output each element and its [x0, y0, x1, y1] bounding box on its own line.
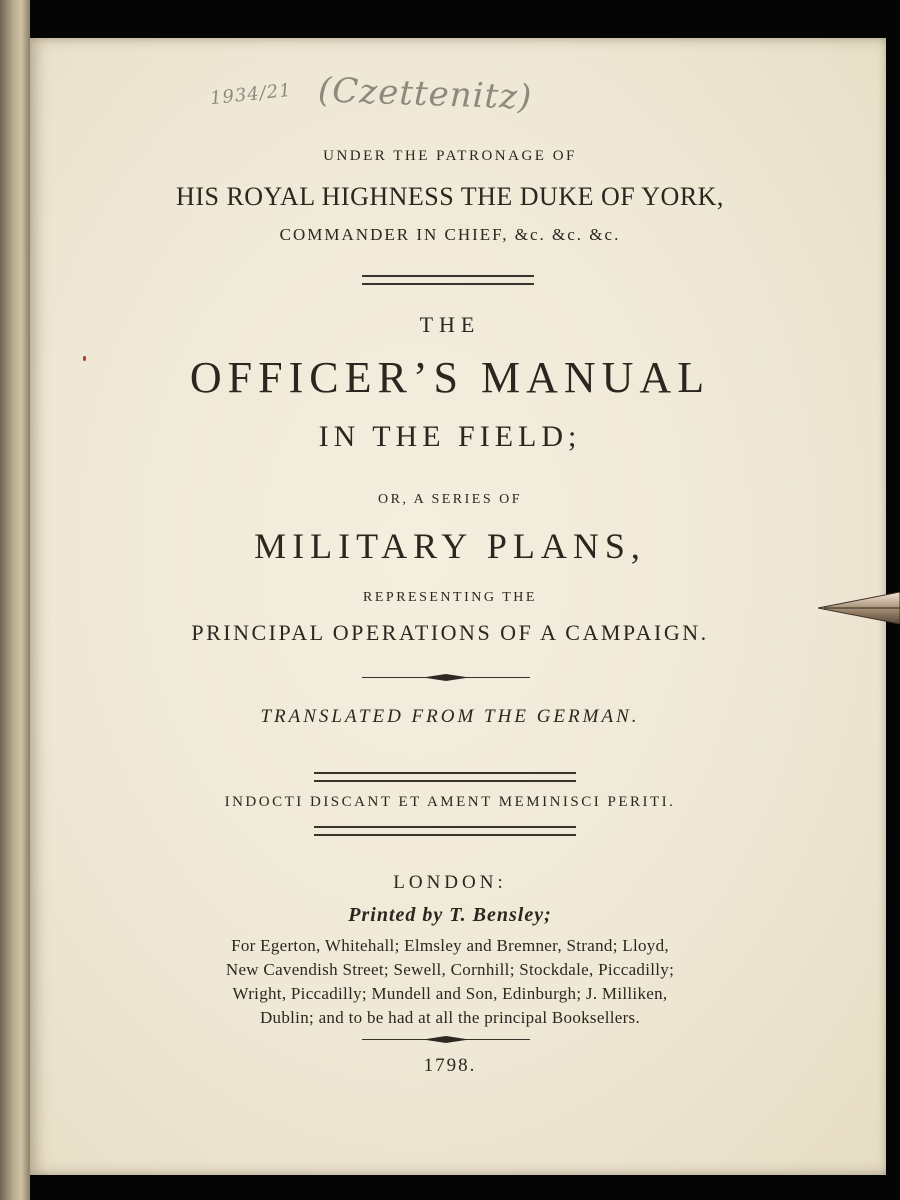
patronage-line-1: UNDER THE PATRONAGE OF — [323, 148, 577, 164]
patronage-line-2: HIS ROYAL HIGHNESS THE DUKE OF YORK, — [176, 182, 724, 211]
double-rule-top — [362, 275, 534, 285]
imprint-line-2: New Cavendish Street; Sewell, Cornhill; Stockdale, Piccadilly; — [225, 960, 675, 979]
imprint-line-3: Wright, Piccadilly; Mundell and Son, Edinburgh; J. Milliken, — [232, 984, 668, 1003]
title-or: OR, A SERIES OF — [377, 492, 523, 507]
double-rule-motto-bottom — [314, 826, 576, 836]
pencil-annotation-number: 1934/21 — [209, 79, 293, 110]
title-plans: MILITARY PLANS, — [254, 526, 646, 566]
imprint-year: 1798. — [423, 1055, 477, 1076]
imprint-city: LONDON: — [393, 872, 507, 893]
title-sub: IN THE FIELD; — [318, 420, 582, 453]
double-rule-motto-top — [314, 772, 576, 782]
patronage-line-3: COMMANDER IN CHIEF, &c. &c. &c. — [279, 225, 621, 244]
ornament-rule-2 — [362, 1035, 530, 1045]
translated-line: TRANSLATED FROM THE GERMAN. — [260, 706, 640, 727]
motto: INDOCTI DISCANT ET AMENT MEMINISCI PERITI. — [224, 794, 676, 810]
title-the: THE — [419, 312, 481, 337]
title-main: OFFICER’S MANUAL — [189, 353, 711, 402]
pen-pointer-icon — [818, 590, 900, 626]
title-representing: REPRESENTING THE — [363, 590, 537, 605]
imprint-printer: Printed by T. Bensley; — [348, 904, 552, 926]
imprint-line-4: Dublin; and to be had at all the principal Booksellers. — [259, 1008, 641, 1027]
pencil-annotation-name: (Czettenitz) — [317, 70, 534, 118]
title-principal: PRINCIPAL OPERATIONS OF A CAMPAIGN. — [191, 620, 709, 645]
imprint-line-1: For Egerton, Whitehall; Elmsley and Bremner, Strand; Lloyd, — [231, 936, 669, 955]
ornament-rule-1 — [362, 673, 530, 683]
